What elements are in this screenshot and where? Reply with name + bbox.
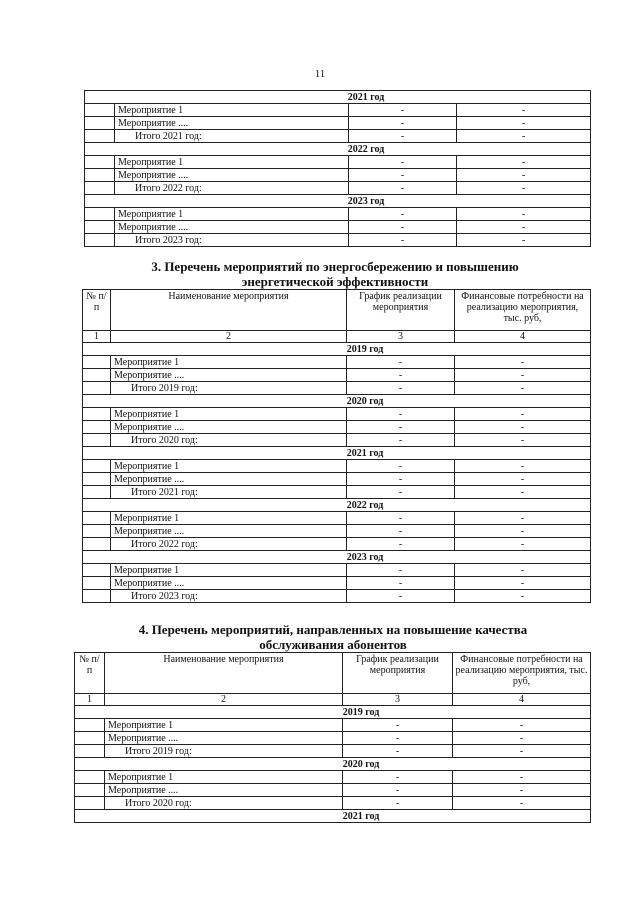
column-index: 2: [111, 331, 347, 343]
row-name: Мероприятие 1: [111, 512, 347, 525]
year-label: 2023 год: [83, 551, 591, 564]
row-finance: -: [453, 784, 591, 797]
year-row: [83, 551, 591, 564]
table-row: [75, 719, 591, 732]
row-name: Итого 2022 год:: [115, 182, 349, 195]
row-schedule: -: [349, 221, 457, 234]
row-name: Мероприятие ....: [111, 473, 347, 486]
row-schedule: -: [347, 421, 455, 434]
year-row: [83, 395, 591, 408]
row-schedule: -: [349, 117, 457, 130]
row-num: [83, 577, 111, 590]
table-row: [85, 117, 591, 130]
year-row: [75, 810, 591, 823]
total-row: [75, 797, 591, 810]
row-schedule: -: [343, 732, 453, 745]
row-name: Мероприятие 1: [111, 408, 347, 421]
year-row: [83, 447, 591, 460]
table-row: [83, 512, 591, 525]
row-num: [83, 525, 111, 538]
year-row: [83, 499, 591, 512]
row-schedule: -: [347, 538, 455, 551]
header-name: Наименование мероприятия: [111, 290, 347, 331]
header-schedule: График реализации мероприятия: [343, 653, 453, 694]
total-row: [85, 234, 591, 247]
row-num: [75, 732, 105, 745]
row-name: Мероприятие 1: [115, 156, 349, 169]
year-label: 2020 год: [75, 758, 591, 771]
row-name: Итого 2022 год:: [111, 538, 347, 551]
row-num: [83, 473, 111, 486]
row-schedule: -: [347, 460, 455, 473]
row-finance: -: [455, 434, 591, 447]
row-schedule: -: [347, 590, 455, 603]
row-schedule: -: [347, 369, 455, 382]
row-name: Мероприятие 1: [111, 564, 347, 577]
row-num: [85, 221, 115, 234]
header-schedule: График реализации мероприятия: [347, 290, 455, 331]
year-label: 2021 год: [85, 91, 591, 104]
total-row: [85, 182, 591, 195]
row-schedule: -: [349, 208, 457, 221]
total-row: [83, 382, 591, 395]
row-num: [85, 104, 115, 117]
row-finance: -: [455, 538, 591, 551]
row-num: [75, 784, 105, 797]
service-quality-table: [74, 652, 591, 823]
table-row: [83, 473, 591, 486]
year-label: 2023 год: [85, 195, 591, 208]
row-schedule: -: [347, 382, 455, 395]
table-row: [75, 771, 591, 784]
row-finance: -: [455, 408, 591, 421]
row-num: [85, 117, 115, 130]
row-schedule: -: [347, 473, 455, 486]
row-schedule: -: [349, 156, 457, 169]
row-num: [83, 512, 111, 525]
row-name: Мероприятие ....: [105, 784, 343, 797]
column-index: 3: [343, 694, 453, 706]
year-label: 2022 год: [85, 143, 591, 156]
table-row: [85, 221, 591, 234]
row-finance: -: [457, 117, 591, 130]
row-name: Итого 2023 год:: [115, 234, 349, 247]
header-num: № п/п: [83, 290, 111, 331]
year-row: [85, 91, 591, 104]
row-schedule: -: [347, 564, 455, 577]
section-3-title: 3. Перечень мероприятий по энергосбережению и повышению энергетической эффективности: [151, 259, 519, 289]
row-num: [75, 771, 105, 784]
row-name: Итого 2021 год:: [111, 486, 347, 499]
row-name: Мероприятие 1: [111, 460, 347, 473]
row-finance: -: [457, 208, 591, 221]
row-name: Мероприятие ....: [111, 421, 347, 434]
total-row: [83, 590, 591, 603]
table-row: [83, 369, 591, 382]
row-finance: -: [453, 771, 591, 784]
table-row: [83, 525, 591, 538]
row-num: [85, 182, 115, 195]
row-name: Мероприятие ....: [115, 169, 349, 182]
row-schedule: -: [347, 512, 455, 525]
row-name: Мероприятие ....: [111, 577, 347, 590]
row-schedule: -: [343, 745, 453, 758]
row-name: Мероприятие ....: [111, 525, 347, 538]
table-row: [83, 577, 591, 590]
year-label: 2021 год: [83, 447, 591, 460]
table-row: [83, 408, 591, 421]
table-row: [85, 104, 591, 117]
row-schedule: -: [343, 784, 453, 797]
column-index-row: [83, 331, 591, 343]
row-finance: -: [455, 356, 591, 369]
row-name: Мероприятие 1: [115, 104, 349, 117]
row-schedule: -: [349, 169, 457, 182]
row-num: [83, 564, 111, 577]
row-num: [83, 538, 111, 551]
table-row: [75, 784, 591, 797]
header-finance: Финансовые потребности на реализацию мероприятия, тыс. руб,: [453, 653, 591, 694]
row-finance: -: [455, 512, 591, 525]
row-schedule: -: [347, 356, 455, 369]
row-name: Итого 2020 год:: [105, 797, 343, 810]
row-schedule: -: [347, 525, 455, 538]
row-num: [83, 408, 111, 421]
row-num: [85, 208, 115, 221]
row-schedule: -: [347, 434, 455, 447]
section-4-title: 4. Перечень мероприятий, направленных на повышение качества обслуживания абонентов: [138, 622, 528, 652]
row-finance: -: [455, 473, 591, 486]
header-row: [75, 653, 591, 694]
row-num: [83, 369, 111, 382]
column-index: 2: [105, 694, 343, 706]
row-schedule: -: [347, 577, 455, 590]
row-num: [83, 356, 111, 369]
row-schedule: -: [347, 486, 455, 499]
row-num: [75, 745, 105, 758]
row-finance: -: [457, 130, 591, 143]
row-num: [83, 434, 111, 447]
year-label: 2021 год: [75, 810, 591, 823]
row-num: [85, 234, 115, 247]
year-row: [75, 706, 591, 719]
row-finance: -: [453, 719, 591, 732]
column-index-row: [75, 694, 591, 706]
row-finance: -: [457, 169, 591, 182]
row-finance: -: [457, 234, 591, 247]
row-name: Мероприятие 1: [105, 771, 343, 784]
table-row: [85, 156, 591, 169]
row-schedule: -: [347, 408, 455, 421]
row-finance: -: [455, 369, 591, 382]
row-finance: -: [457, 104, 591, 117]
row-finance: -: [455, 486, 591, 499]
column-index: 1: [75, 694, 105, 706]
row-finance: -: [455, 525, 591, 538]
row-schedule: -: [349, 234, 457, 247]
table-row: [83, 421, 591, 434]
row-finance: -: [455, 421, 591, 434]
year-row: [85, 143, 591, 156]
column-index: 4: [455, 331, 591, 343]
row-schedule: -: [343, 797, 453, 810]
table-row: [85, 208, 591, 221]
row-finance: -: [455, 577, 591, 590]
year-label: 2020 год: [83, 395, 591, 408]
row-num: [83, 460, 111, 473]
row-num: [85, 156, 115, 169]
row-name: Итого 2019 год:: [105, 745, 343, 758]
header-name: Наименование мероприятия: [105, 653, 343, 694]
page-number: 11: [314, 68, 326, 80]
column-index: 3: [347, 331, 455, 343]
row-finance: -: [455, 564, 591, 577]
table-row: [83, 564, 591, 577]
total-row: [83, 538, 591, 551]
year-row: [75, 758, 591, 771]
row-num: [83, 382, 111, 395]
year-row: [85, 195, 591, 208]
row-name: Итого 2019 год:: [111, 382, 347, 395]
table-row: [83, 460, 591, 473]
year-label: 2019 год: [83, 343, 591, 356]
row-finance: -: [453, 732, 591, 745]
row-finance: -: [457, 221, 591, 234]
row-num: [75, 719, 105, 732]
total-row: [83, 434, 591, 447]
row-schedule: -: [349, 130, 457, 143]
row-num: [85, 169, 115, 182]
header-num: № п/п: [75, 653, 105, 694]
row-finance: -: [453, 797, 591, 810]
column-index: 4: [453, 694, 591, 706]
row-schedule: -: [343, 719, 453, 732]
row-num: [75, 797, 105, 810]
table-row: [83, 356, 591, 369]
row-name: Итого 2021 год:: [115, 130, 349, 143]
header-row: [83, 290, 591, 331]
row-name: Итого 2020 год:: [111, 434, 347, 447]
row-num: [83, 421, 111, 434]
table-row: [75, 732, 591, 745]
total-row: [75, 745, 591, 758]
row-name: Мероприятие ....: [115, 117, 349, 130]
row-finance: -: [455, 590, 591, 603]
row-num: [83, 486, 111, 499]
row-finance: -: [457, 156, 591, 169]
year-label: 2022 год: [83, 499, 591, 512]
row-name: Мероприятие 1: [105, 719, 343, 732]
row-name: Итого 2023 год:: [111, 590, 347, 603]
year-row: [83, 343, 591, 356]
row-num: [85, 130, 115, 143]
total-row: [85, 130, 591, 143]
header-finance: Финансовые потребности на реализацию мероприятия, тыс. руб,: [455, 290, 591, 331]
row-name: Мероприятие 1: [111, 356, 347, 369]
row-name: Мероприятие ....: [111, 369, 347, 382]
row-name: Мероприятие ....: [105, 732, 343, 745]
row-finance: -: [457, 182, 591, 195]
total-row: [83, 486, 591, 499]
column-index: 1: [83, 331, 111, 343]
energy-saving-table: [82, 289, 591, 603]
plan-table-continued: [84, 90, 591, 247]
year-label: 2019 год: [75, 706, 591, 719]
row-finance: -: [455, 460, 591, 473]
row-num: [83, 590, 111, 603]
row-name: Мероприятие ....: [115, 221, 349, 234]
row-name: Мероприятие 1: [115, 208, 349, 221]
row-finance: -: [455, 382, 591, 395]
table-row: [85, 169, 591, 182]
row-schedule: -: [349, 104, 457, 117]
row-finance: -: [453, 745, 591, 758]
row-schedule: -: [343, 771, 453, 784]
row-schedule: -: [349, 182, 457, 195]
